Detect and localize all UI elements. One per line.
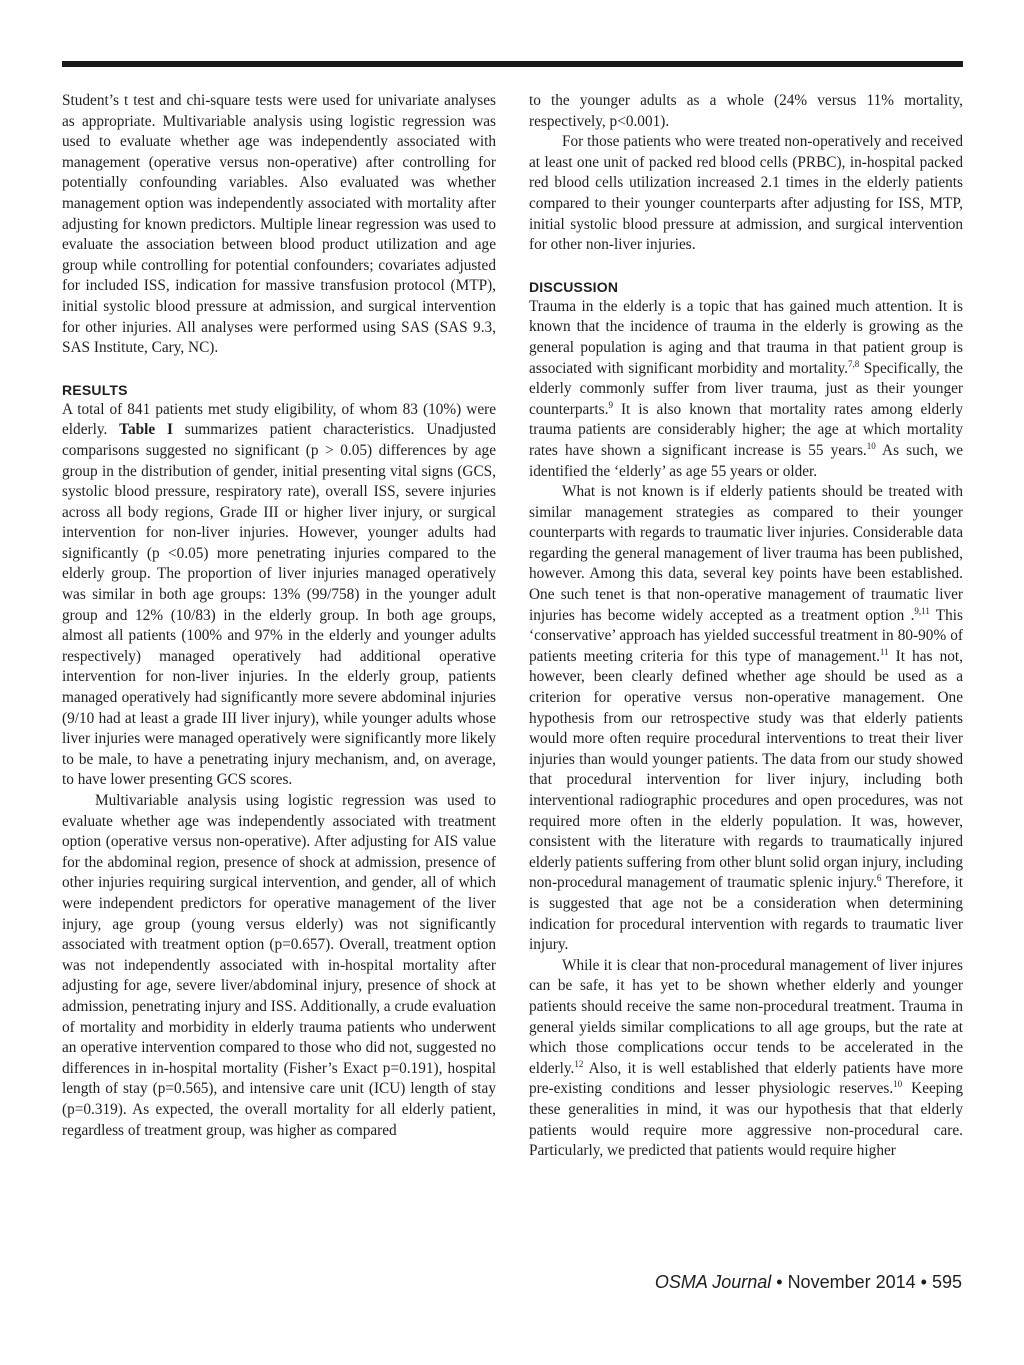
citation: 9,11 (914, 605, 930, 616)
footer-separator: • (920, 1272, 927, 1292)
table-reference: Table I (119, 421, 173, 439)
discussion-text: It is also known that mortality rates among elderly trauma patients are considerably higher; the age at which mortality rates have shown a significant increase is 55 years. (529, 400, 963, 459)
citation: 10 (866, 440, 876, 451)
results-text: A total of 841 patients met study eligibility, of whom 83 (10%) were elderly. (62, 400, 496, 439)
methods-paragraph: Student’s t test and chi-square tests were used for univariate analyses as appropriate. Multivariable analysis using logistic regression was used to evaluate whether age was independently associated with management (operative versus non-operative) after controlling for potentially confounding variables. Also evaluated was whether management option was independently associated with mortality after adjusting for known predictors. Multiple linear regression was used to evaluate the association between blood product utilization and age group while controlling for potential confounders; covariates adjusted for included ISS, indication for massive transfusion protocol (MTP), initial systolic blood pressure at admission, and surgical intervention for other injuries. All analyses were performed using SAS (SAS 9.3, SAS Institute, Cary, NC). (62, 92, 496, 357)
journal-name: OSMA Journal (654, 1272, 772, 1292)
results-paragraph-3: to the younger adults as a whole (24% versus 11% mortality, respectively, p<0.001). (529, 92, 963, 130)
discussion-text: As such, we identified the ‘elderly’ as age 55 years or older. (529, 441, 963, 480)
discussion-text: Specifically, the elderly commonly suffer from liver trauma, just as their younger counterparts. (529, 359, 963, 418)
discussion-paragraph-3 (529, 956, 963, 1162)
discussion-heading: DISCUSSION (529, 278, 619, 295)
discussion-text: Therefore, it is suggested that age not be a consideration when determining indication for procedural intervention with regards to traumatic liver injury. (529, 874, 963, 954)
discussion-text: This ‘conservative’ approach has yielded successful treatment in 80-90% of patients meeting criteria for this type of management. (529, 606, 963, 665)
left-column (62, 91, 496, 1141)
issue-date: November 2014 (787, 1272, 916, 1292)
results-paragraph-1 (62, 400, 496, 791)
results-paragraph-4: For those patients who were treated non-operatively and received at least one unit of packed red blood cells (PRBC), in-hospital packed red blood cells utilization increased 2.1 times in the elderly patients compared to their younger counterparts after adjusting for ISS, MTP, initial systolic blood pressure at admission, and surgical intervention for other non-liver injuries. (529, 133, 963, 254)
discussion-paragraph-1 (529, 297, 963, 482)
citation: 7,8 (847, 358, 860, 369)
page-number: 595 (931, 1272, 962, 1292)
citation: 9 (608, 399, 613, 410)
page-footer (655, 1272, 962, 1293)
discussion-paragraph-2 (529, 482, 963, 956)
header-rule (62, 61, 963, 67)
results-text: summarizes patient characteristics. Unadjusted comparisons suggested no significant (p > 0.05) differences by age group in the distribution of gender, initial presenting vital signs (GCS, systolic blood pressure, respiratory rate), overall ISS, severe injuries across all body regions, Grade III or higher liver injury, or surgical intervention for non-liver injuries. However, younger adults had significantly (p <0.05) more penetrating injuries compared to the elderly group. The proportion of liver injuries managed operatively was similar in both age groups: 13% (99/758) in the younger adult group and 12% (10/83) in the elderly group. In both age groups, almost all patients (100% and 97% in the elderly and younger adults respectively) managed operatively had additional operative intervention for non-liver injuries. In the elderly group, patients managed operatively had significantly more severe abdominal injuries (9/10 had at least a grade III liver injury), while younger adults whose liver injuries were managed operatively were significantly more likely to be male, to have a penetrating injury mechanism, and, on average, to have lower presenting GCS scores. (62, 421, 496, 789)
discussion-text: It has not, however, been clearly defined whether age should be used as a criterion for operative versus non-operative management. One hypothesis from our retrospective study was that elderly patients would more often require procedural interventions to treat their liver injuries than would younger patients. The data from our study showed that procedural intervention for liver injury, including both interventional radiographic procedures and open procedures, was not required more often in the elderly population. It was, however, consistent with the literature with regards to traumatically injured elderly patients suffering from other blunt solid organ injury, including non-procedural management of traumatic splenic injury. (529, 647, 963, 892)
discussion-text: Also, it is well established that elderly patients have more pre-existing conditions and lesser physiologic reserves. (529, 1059, 963, 1098)
citation: 12 (574, 1058, 584, 1069)
results-heading: RESULTS (62, 381, 128, 398)
right-column (529, 91, 963, 1162)
discussion-text: Keeping these generalities in mind, it was our hypothesis that that elderly patients would require more aggressive non-procedural care. Particularly, we predicted that patients would require higher (529, 1080, 963, 1160)
citation: 11 (879, 646, 889, 657)
discussion-text: While it is clear that non-procedural management of liver injures can be safe, it has yet to be shown whether elderly and younger patients should receive the same non-procedural treatment. Trauma in general yields similar complications to all age groups, but the rate at which those complications occur tends to be accelerated in the elderly. (529, 956, 963, 1077)
footer-separator: • (776, 1272, 783, 1292)
results-paragraph-2: Multivariable analysis using logistic regression was used to evaluate whether age was independently associated with treatment option (operative versus non-operative). After adjusting for AIS value for the abdominal region, presence of shock at admission, presence of other injuries requiring surgical intervention, and gender, all of which were independent predictors for operative management of the liver injury, age group (young versus elderly) was not significantly associated with treatment option (p=0.657). Overall, treatment option was not independently associated with in-hospital mortality after adjusting for age, severe liver/abdominal injury, presence of shock at admission, penetrating injury and ISS. Additionally, a crude evaluation of mortality and morbidity in elderly trauma patients who underwent an operative intervention compared to those who did not, suggested no differences in in-hospital mortality (Fisher’s Exact p=0.191), hospital length of stay (p=0.565), and intensive care unit (ICU) length of stay (p=0.319). As expected, the overall mortality for all elderly patient, regardless of treatment group, was higher as compared (62, 792, 496, 1139)
citation: 10 (893, 1079, 903, 1090)
discussion-text: Trauma in the elderly is a topic that has gained much attention. It is known that the incidence of trauma in the elderly is growing as the general population is aging and that trauma in that patient group is associated with significant morbidity and mortality. (529, 297, 963, 377)
discussion-text: What is not known is if elderly patients should be treated with similar management strategies as compared to their younger counterparts with regards to traumatic liver injuries. Considerable data regarding the general management of liver trauma has been published, however. Among this data, several key points have been established. One such tenet is that non-operative management of traumatic liver injuries has become widely accepted as a treatment option . (529, 483, 963, 624)
citation: 6 (876, 873, 882, 884)
